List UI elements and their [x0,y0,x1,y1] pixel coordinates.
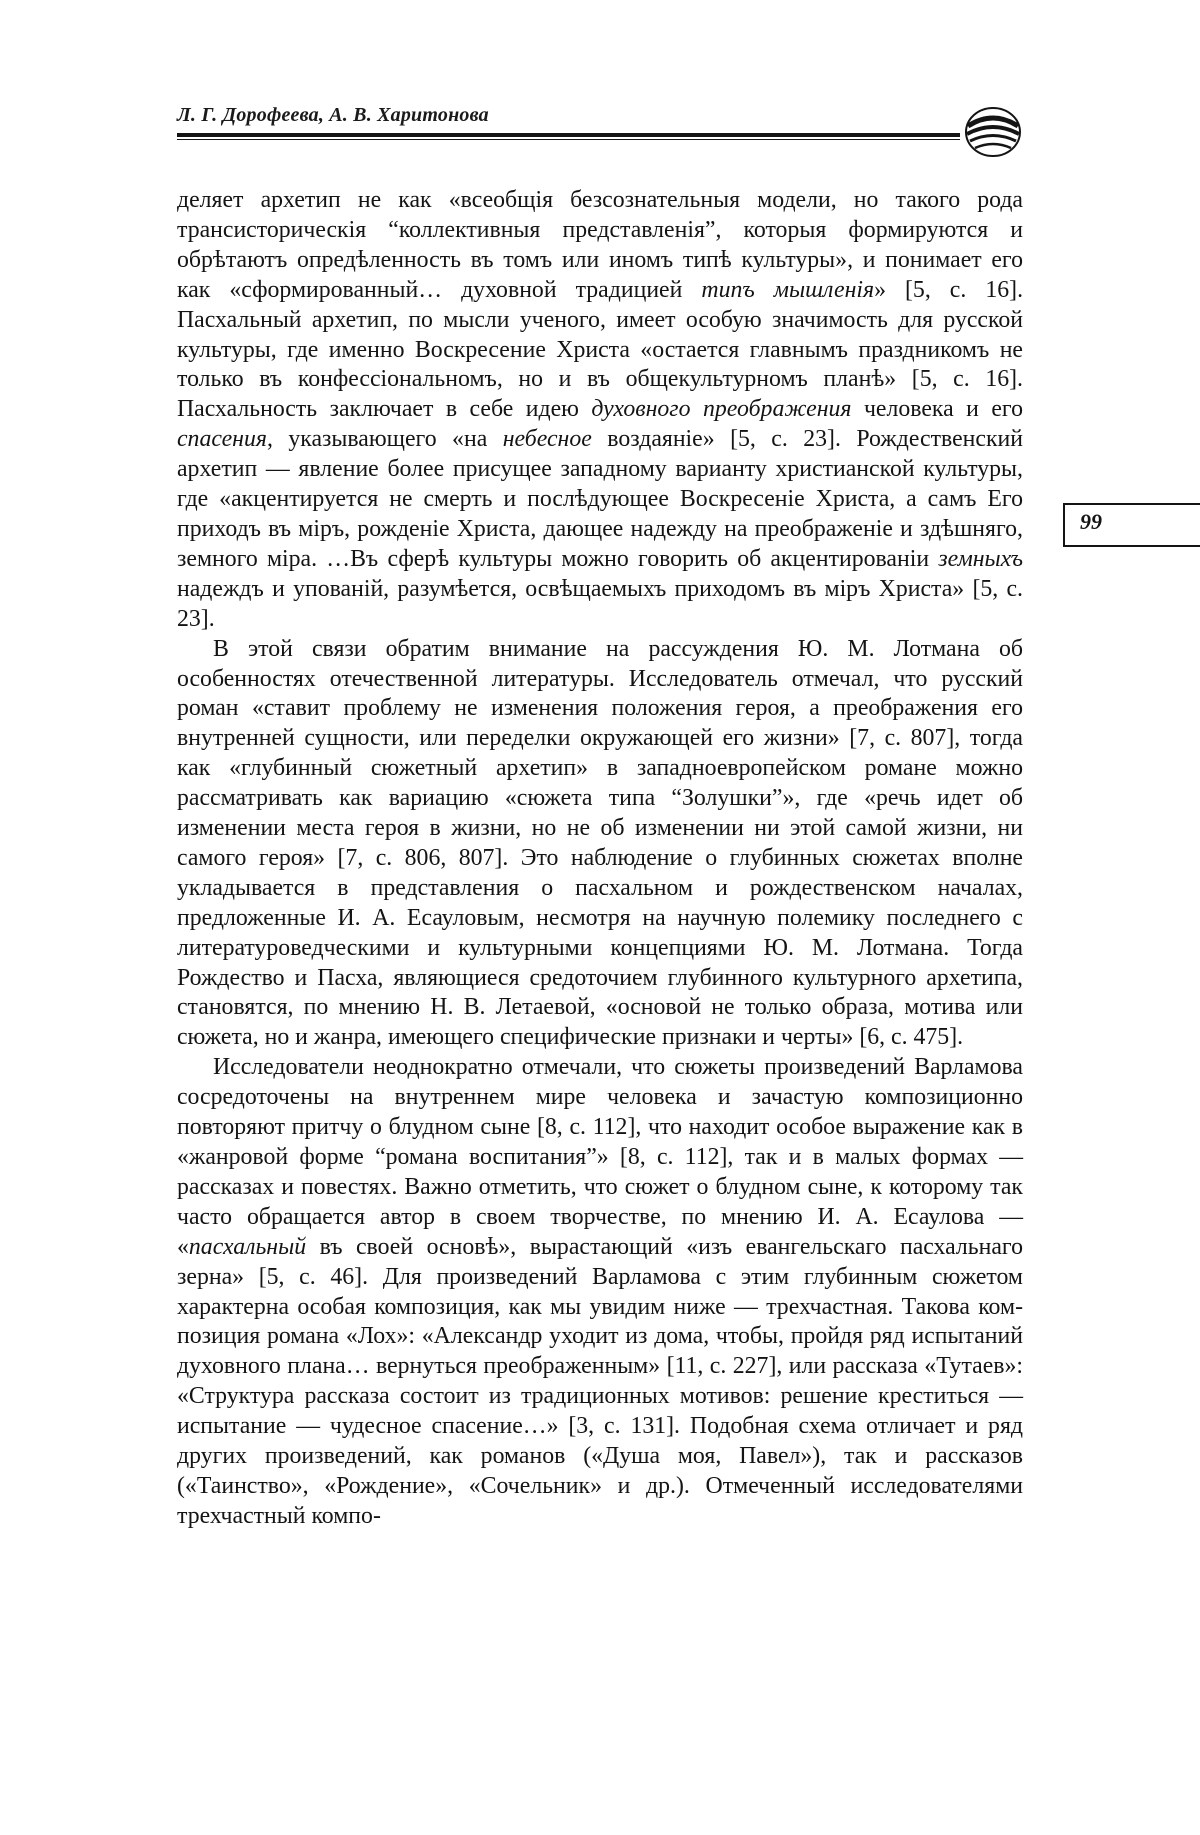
text-run: В этой связи обратим внимание на рассуждения Ю. М. Лотмана об особенностях отечественной литературы. Исследователь отмечал, что русский роман «ставит проблему не изменения положения героя, а преображения его внутренней сущности, или переделки окружающей его жизни» [7, с. 807], тогда как «глубинный сюжетный архетип» в западноевропейском романе можно рассматривать как вариацию «сюжета типа “Золушки”», где «речь идет об изменении места героя в жизни, но не об изменении ни этой самой жизни, ни самого героя» [7, с. 806, 807]. Это наблюдение о глубинных сюжетах вполне укладывается в представления о пасхальном и рождественском началах, предложенные И. А. Есауловым, несмотря на научную полемику последнего с литературоведческими и культурными концепциями Ю. М. Лотмана. Тогда Рождество и Пасха, являющиеся средоточием глубинного культурного архетипа, становятся, по мнению Н. В. Летаевой, «основой не только образа, мотива или сюжета, но и жанра, имеющего специфические признаки и черты» [6, с. 475]. [177,635,1023,1051]
italic-text: спасения [177,426,267,453]
italic-text: земныхъ [938,545,1023,572]
italic-text: духовного преображения [591,396,852,423]
text-run: человека и его [851,396,1023,423]
paragraph [177,635,1023,1054]
running-head-authors: Л. Г. Дорофеева, А. В. Харитонова [177,104,489,126]
journal-logo-icon [962,106,1024,158]
text-run: надеждъ и упованій, разумѣется, освѣщаемыхъ приходомъ въ міръ Христа» [5, с. 23]. [177,575,1023,632]
text-run: воздаяніе» [5, с. 23]. Рождественский архетип — явление более присущее западному варианту христианской культуры, где «акцентируется не смерть и послѣдующее Воскресеніе Христа, а самъ Его приходъ въ міръ, рожденіе Христа, дающее надежду на преображеніе и здѣшняго, земного міра. …Въ сферѣ культуры можно говорить об акцентированіи [177,426,1023,572]
header-rule-thin [177,139,960,140]
italic-text: небесное [502,426,592,453]
text-run: въ своей основѣ», вырастающий «изъ евангельскаго пасхальнаго зерна» [5, с. 46]. Для произведений Варламова с этим глубинным сюжетом характерна особая композиция, как мы увидим ниже — трехчастная. Такова композиция романа «Лох»: «Александр уходит из дома, чтобы, пройдя ряд испытаний духовного плана… вернуться преображенным» [11, с. 227], или рассказа «Тутаев»: «Структура рассказа состоит из традиционных мотивов: решение креститься — испытание — чудесное спасение…» [3, с. 131]. Подобная схема отличает и ряд других произведений, как романов («Душа моя, Павел»), так и рассказов («Таинство», «Рождение», «Сочельник» и др.). Отмеченный исследователями трехчастный компо- [177,1233,1023,1529]
text-run: » [5, с. 16]. Пасхальный архетип, по мысли ученого, имеет особую значимость для русской культуры, где именно Воскресение Христа «остается главнымъ праздникомъ не только въ конфессіональномъ, но и въ общекультурномъ планѣ» [5, с. 16]. Пасхальность заключает в себе идею [177,276,1024,423]
text-run: Исследователи неоднократно отмечали, что сюжеты произведений Варламова сосредоточены на внутреннем мире человека и зачастую композиционно повторяют притчу о блудном сыне [8, с. 112], что находит особое выражение как в «жанровой форме “романа воспитания”» [8, с. 112], так и в малых формах — рассказах и повестях. Важно отметить, что сюжет о блудном сыне, к которому так часто обращается автор в своем творчестве, по мнению И. А. Есаулова — « [177,1054,1023,1260]
text-run: деляет архетип не как «всеобщія безсознательныя модели, но такого рода трансисторическія “коллективныя представленія”, которыя формируются и обрѣтаютъ опредѣленность въ томъ или иномъ типѣ культуры», и понимает его как «сформированный… духовной традицией [177,187,1023,303]
body-text [177,186,1023,1532]
paragraph [177,1053,1023,1532]
header-rule [177,133,960,137]
italic-text: типъ мышленія [701,276,875,303]
italic-text: пасхальный [188,1233,307,1260]
paragraph [177,186,1023,635]
text-run: , указывающего «на [266,426,503,453]
page-number: 99 [1080,509,1102,534]
